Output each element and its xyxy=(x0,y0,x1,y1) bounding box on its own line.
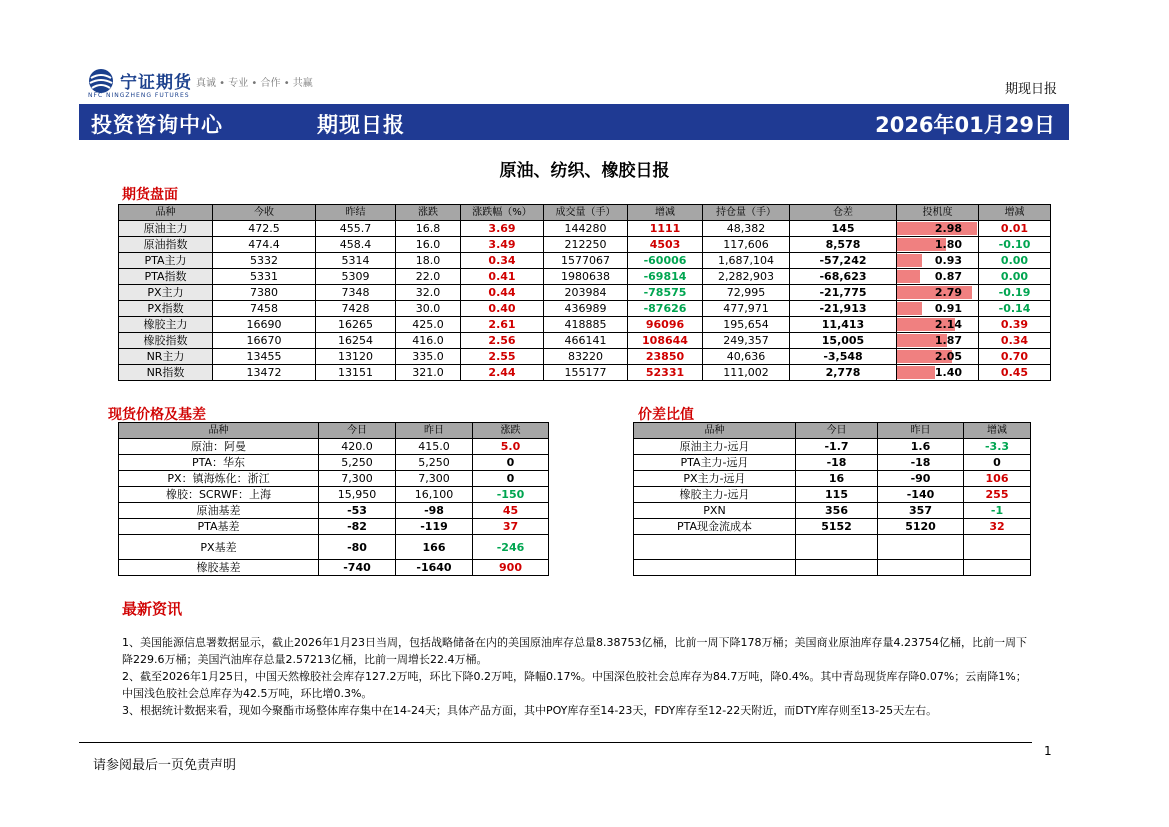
news-list xyxy=(122,634,1032,719)
column-header: 昨日 xyxy=(878,423,964,439)
cell-value: 2,282,903 xyxy=(703,269,790,285)
speculation-bar xyxy=(897,366,935,379)
table-row xyxy=(634,519,1031,535)
cell-variety: PTA主力-远月 xyxy=(634,455,796,471)
column-header: 品种 xyxy=(119,205,213,221)
cell-variety: PXN xyxy=(634,503,796,519)
cell-value xyxy=(964,560,1031,576)
speculation-value: 0.87 xyxy=(934,270,962,283)
table-row xyxy=(119,560,549,576)
cell-value: 22.0 xyxy=(396,269,461,285)
cell-value: -1640 xyxy=(396,560,473,576)
spread-table xyxy=(633,422,1031,576)
column-header: 成交量（手） xyxy=(544,205,628,221)
news-item-3: 3、根据统计数据来看，现如今聚酯市场整体库存集中在14-24天；具体产品方面，其中POY库存至14-23天，FDY库存至12-22天附近，而DTY库存则至13-25天左右。 xyxy=(122,704,938,717)
cell-value: 166 xyxy=(396,535,473,560)
cell-value: 5332 xyxy=(213,253,316,269)
cell-speculation xyxy=(897,365,979,381)
cell-value: -18 xyxy=(796,455,878,471)
cell-change: 108644 xyxy=(628,333,703,349)
logo-slogan: 真诚 • 专业 • 合作 • 共赢 xyxy=(196,78,313,89)
cell-value: 16,100 xyxy=(396,487,473,503)
table-row xyxy=(119,253,1051,269)
cell-value: 16.8 xyxy=(396,221,461,237)
cell-value xyxy=(964,535,1031,560)
footer-divider xyxy=(79,742,1032,743)
cell-value: 155177 xyxy=(544,365,628,381)
cell-variety: 原油主力-远月 xyxy=(634,439,796,455)
cell-value: 32 xyxy=(964,519,1031,535)
table-row xyxy=(119,285,1051,301)
speculation-value: 2.05 xyxy=(934,350,962,363)
table-row xyxy=(119,455,549,471)
cell-change: 4503 xyxy=(628,237,703,253)
cell-speculation xyxy=(897,253,979,269)
cell-value: 321.0 xyxy=(396,365,461,381)
column-header: 持仓量（手） xyxy=(703,205,790,221)
cell-value: 48,382 xyxy=(703,221,790,237)
cell-variety: PX：镇海炼化：浙江 xyxy=(119,471,319,487)
table-row xyxy=(119,503,549,519)
cell-value: 900 xyxy=(473,560,549,576)
news-section-title: 最新资讯 xyxy=(122,600,183,618)
cell-value: 144280 xyxy=(544,221,628,237)
cell-value: 16 xyxy=(796,471,878,487)
cell-change: 0.41 xyxy=(461,269,544,285)
cell-change: 0.00 xyxy=(979,253,1051,269)
speculation-value: 2.14 xyxy=(934,318,962,331)
cell-value: 16670 xyxy=(213,333,316,349)
cell-value: 11,413 xyxy=(790,317,897,333)
table-row xyxy=(119,301,1051,317)
speculation-bar xyxy=(897,302,922,315)
column-header: 投机度 xyxy=(897,205,979,221)
cell-variety: PX主力 xyxy=(119,285,213,301)
cell-value: 145 xyxy=(790,221,897,237)
column-header: 品种 xyxy=(634,423,796,439)
cell-change: 3.69 xyxy=(461,221,544,237)
cell-value: 418885 xyxy=(544,317,628,333)
cell-value: 458.4 xyxy=(316,237,396,253)
cell-variety: 橡胶：SCRWF：上海 xyxy=(119,487,319,503)
table-row xyxy=(119,535,549,560)
spread-header-row xyxy=(634,423,1031,439)
table-row xyxy=(634,503,1031,519)
cell-change: 2.61 xyxy=(461,317,544,333)
company-logo xyxy=(88,66,338,99)
cell-value: -740 xyxy=(319,560,396,576)
cell-speculation xyxy=(897,237,979,253)
cell-change: 2.55 xyxy=(461,349,544,365)
cell-variety: PTA基差 xyxy=(119,519,319,535)
cell-value: 7428 xyxy=(316,301,396,317)
cell-change: -0.10 xyxy=(979,237,1051,253)
cell-variety xyxy=(634,535,796,560)
cell-value: 115 xyxy=(796,487,878,503)
cell-value: 32.0 xyxy=(396,285,461,301)
column-header: 仓差 xyxy=(790,205,897,221)
cell-variety: PTA指数 xyxy=(119,269,213,285)
cell-speculation xyxy=(897,333,979,349)
cell-value: 1577067 xyxy=(544,253,628,269)
report-type: 期现日报 xyxy=(317,113,405,137)
cell-change: 96096 xyxy=(628,317,703,333)
cell-value: 16265 xyxy=(316,317,396,333)
cell-value: -246 xyxy=(473,535,549,560)
title-bar xyxy=(79,104,1069,140)
speculation-value: 2.98 xyxy=(934,222,962,235)
column-header: 品种 xyxy=(119,423,319,439)
cell-change: 2.56 xyxy=(461,333,544,349)
cell-value: -150 xyxy=(473,487,549,503)
cell-variety: 橡胶主力 xyxy=(119,317,213,333)
cell-value: -68,623 xyxy=(790,269,897,285)
cell-value: -3,548 xyxy=(790,349,897,365)
cell-variety: PTA主力 xyxy=(119,253,213,269)
cell-value: 13151 xyxy=(316,365,396,381)
cell-value: -21,913 xyxy=(790,301,897,317)
cell-variety: PTA：华东 xyxy=(119,455,319,471)
table-row xyxy=(634,560,1031,576)
table-row xyxy=(119,487,549,503)
cell-value: 356 xyxy=(796,503,878,519)
cell-value: 0 xyxy=(473,471,549,487)
table-row xyxy=(119,317,1051,333)
table-row xyxy=(119,519,549,535)
report-date: 2026年01月29日 xyxy=(875,113,1055,137)
table-row xyxy=(634,455,1031,471)
spot-section-title: 现货价格及基差 xyxy=(108,407,206,423)
cell-value xyxy=(796,560,878,576)
news-item-1: 1、美国能源信息署数据显示，截止2026年1月23日当周，包括战略储备在内的美国原油库存总量8.38753亿桶，比前一周下降178万桶；美国商业原油库存量4.23754亿桶，比前一周下降229.6万桶；美国汽油库存总量2.57213亿桶，比前一周增长22.4万桶。 xyxy=(122,636,1027,666)
page-number: 1 xyxy=(1044,744,1052,758)
cell-value: 40,636 xyxy=(703,349,790,365)
cell-change: -87626 xyxy=(628,301,703,317)
cell-change: 23850 xyxy=(628,349,703,365)
cell-variety: 橡胶指数 xyxy=(119,333,213,349)
column-header: 昨日 xyxy=(396,423,473,439)
column-header: 增减 xyxy=(979,205,1051,221)
spread-section-title: 价差比值 xyxy=(638,407,694,423)
column-header: 昨结 xyxy=(316,205,396,221)
table-row xyxy=(119,439,549,455)
table-row xyxy=(634,535,1031,560)
cell-change: -0.19 xyxy=(979,285,1051,301)
report-title: 原油、纺织、橡胶日报 xyxy=(499,161,670,181)
cell-value: 1980638 xyxy=(544,269,628,285)
cell-speculation xyxy=(897,221,979,237)
column-header: 今日 xyxy=(796,423,878,439)
cell-value: 415.0 xyxy=(396,439,473,455)
cell-value: 15,005 xyxy=(790,333,897,349)
cell-value: 15,950 xyxy=(319,487,396,503)
cell-value: 472.5 xyxy=(213,221,316,237)
cell-value: 212250 xyxy=(544,237,628,253)
cell-value: 1.6 xyxy=(878,439,964,455)
cell-value: 0 xyxy=(964,455,1031,471)
table-row xyxy=(634,487,1031,503)
cell-value: -1.7 xyxy=(796,439,878,455)
disclaimer-note: 请参阅最后一页免责声明 xyxy=(93,758,237,773)
speculation-value: 0.91 xyxy=(934,302,962,315)
futures-table xyxy=(118,204,1051,381)
cell-value: 111,002 xyxy=(703,365,790,381)
cell-variety: 橡胶主力-远月 xyxy=(634,487,796,503)
cell-change: -78575 xyxy=(628,285,703,301)
cell-change: -0.14 xyxy=(979,301,1051,317)
column-header: 涨跌幅（%） xyxy=(461,205,544,221)
cell-change: 3.49 xyxy=(461,237,544,253)
cell-value: 357 xyxy=(878,503,964,519)
table-row xyxy=(634,471,1031,487)
column-header: 涨跌 xyxy=(396,205,461,221)
cell-value: -21,775 xyxy=(790,285,897,301)
news-item-2: 2、截至2026年1月25日，中国天然橡胶社会库存127.2万吨，环比下降0.2万吨，降幅0.17%。中国深色胶社会总库存为84.7万吨，降0.4%。其中青岛现货库存降0.07%；云南降1%；中国浅色胶社会总库存为42.5万吨，环比增0.3%。 xyxy=(122,670,1027,700)
table-row xyxy=(119,237,1051,253)
cell-value: 30.0 xyxy=(396,301,461,317)
cell-variety: NR主力 xyxy=(119,349,213,365)
cell-value: 436989 xyxy=(544,301,628,317)
cell-value: 474.4 xyxy=(213,237,316,253)
spot-header-row xyxy=(119,423,549,439)
cell-change: 0.34 xyxy=(461,253,544,269)
cell-variety: 原油主力 xyxy=(119,221,213,237)
logo-name: 宁证期货 xyxy=(120,73,192,93)
speculation-bar xyxy=(897,254,922,267)
cell-speculation xyxy=(897,269,979,285)
cell-value: 7458 xyxy=(213,301,316,317)
cell-value: 7,300 xyxy=(396,471,473,487)
cell-change: 0.40 xyxy=(461,301,544,317)
header-doc-type: 期现日报 xyxy=(1004,82,1057,97)
cell-value: 416.0 xyxy=(396,333,461,349)
cell-value: 5331 xyxy=(213,269,316,285)
cell-variety: PTA现金流成本 xyxy=(634,519,796,535)
cell-value: 5,250 xyxy=(396,455,473,471)
cell-value: -18 xyxy=(878,455,964,471)
table-row xyxy=(119,471,549,487)
cell-speculation xyxy=(897,301,979,317)
cell-variety: 橡胶基差 xyxy=(119,560,319,576)
cell-value: 0 xyxy=(473,455,549,471)
cell-change: 0.01 xyxy=(979,221,1051,237)
cell-value: -82 xyxy=(319,519,396,535)
cell-value: -119 xyxy=(396,519,473,535)
cell-speculation xyxy=(897,317,979,333)
speculation-value: 0.93 xyxy=(934,254,962,267)
column-header: 今日 xyxy=(319,423,396,439)
cell-change: 0.34 xyxy=(979,333,1051,349)
cell-variety: 原油：阿曼 xyxy=(119,439,319,455)
speculation-value: 2.79 xyxy=(934,286,962,299)
cell-value: 5152 xyxy=(796,519,878,535)
column-header: 涨跌 xyxy=(473,423,549,439)
cell-value: 477,971 xyxy=(703,301,790,317)
cell-variety: PX基差 xyxy=(119,535,319,560)
column-header: 增减 xyxy=(964,423,1031,439)
cell-value: -57,242 xyxy=(790,253,897,269)
cell-value: 13455 xyxy=(213,349,316,365)
cell-value: 18.0 xyxy=(396,253,461,269)
cell-value: 7,300 xyxy=(319,471,396,487)
cell-value: 106 xyxy=(964,471,1031,487)
table-row xyxy=(119,349,1051,365)
cell-variety: 原油基差 xyxy=(119,503,319,519)
cell-change: 0.45 xyxy=(979,365,1051,381)
cell-speculation xyxy=(897,285,979,301)
cell-value: 45 xyxy=(473,503,549,519)
cell-value: 13120 xyxy=(316,349,396,365)
cell-value: 7348 xyxy=(316,285,396,301)
cell-value: -3.3 xyxy=(964,439,1031,455)
cell-value: -140 xyxy=(878,487,964,503)
speculation-value: 1.80 xyxy=(934,238,962,251)
cell-value xyxy=(878,535,964,560)
cell-change: -60006 xyxy=(628,253,703,269)
cell-speculation xyxy=(897,349,979,365)
cell-value xyxy=(796,535,878,560)
cell-value: 249,357 xyxy=(703,333,790,349)
spot-table xyxy=(118,422,549,576)
department-name: 投资咨询中心 xyxy=(91,113,223,137)
speculation-bar xyxy=(897,270,920,283)
cell-value: 37 xyxy=(473,519,549,535)
cell-value: 420.0 xyxy=(319,439,396,455)
cell-value: 466141 xyxy=(544,333,628,349)
cell-variety xyxy=(634,560,796,576)
cell-change: 0.70 xyxy=(979,349,1051,365)
cell-value: 16.0 xyxy=(396,237,461,253)
cell-value: 7380 xyxy=(213,285,316,301)
cell-value: 5,250 xyxy=(319,455,396,471)
cell-value: 195,654 xyxy=(703,317,790,333)
cell-value: 5.0 xyxy=(473,439,549,455)
cell-change: 0.39 xyxy=(979,317,1051,333)
column-header: 增减 xyxy=(628,205,703,221)
cell-value: -98 xyxy=(396,503,473,519)
table-row xyxy=(119,269,1051,285)
futures-header-row xyxy=(119,205,1051,221)
cell-value: 455.7 xyxy=(316,221,396,237)
cell-change: 52331 xyxy=(628,365,703,381)
cell-value: -1 xyxy=(964,503,1031,519)
cell-value: 255 xyxy=(964,487,1031,503)
cell-value: 425.0 xyxy=(396,317,461,333)
cell-value: 13472 xyxy=(213,365,316,381)
cell-variety: PX主力-远月 xyxy=(634,471,796,487)
cell-value: 72,995 xyxy=(703,285,790,301)
logo-english: NFC NINGZHENG FUTURES xyxy=(88,92,190,99)
speculation-value: 1.87 xyxy=(934,334,962,347)
table-row xyxy=(119,365,1051,381)
table-row xyxy=(634,439,1031,455)
cell-value: -80 xyxy=(319,535,396,560)
cell-value: 5314 xyxy=(316,253,396,269)
globe-logo-icon xyxy=(88,68,114,94)
cell-variety: NR指数 xyxy=(119,365,213,381)
speculation-value: 1.40 xyxy=(934,366,962,379)
cell-value: 117,606 xyxy=(703,237,790,253)
cell-variety: PX指数 xyxy=(119,301,213,317)
cell-value: 8,578 xyxy=(790,237,897,253)
cell-change: 1111 xyxy=(628,221,703,237)
table-row xyxy=(119,221,1051,237)
cell-value: 5309 xyxy=(316,269,396,285)
cell-value: 1,687,104 xyxy=(703,253,790,269)
cell-value: 5120 xyxy=(878,519,964,535)
cell-change: 0.00 xyxy=(979,269,1051,285)
column-header: 今收 xyxy=(213,205,316,221)
cell-value: 16690 xyxy=(213,317,316,333)
cell-value: 203984 xyxy=(544,285,628,301)
cell-value: 83220 xyxy=(544,349,628,365)
cell-value: 16254 xyxy=(316,333,396,349)
cell-value xyxy=(878,560,964,576)
cell-value: 2,778 xyxy=(790,365,897,381)
cell-value: -53 xyxy=(319,503,396,519)
cell-variety: 原油指数 xyxy=(119,237,213,253)
cell-change: -69814 xyxy=(628,269,703,285)
cell-change: 2.44 xyxy=(461,365,544,381)
cell-change: 0.44 xyxy=(461,285,544,301)
futures-section-title: 期货盘面 xyxy=(122,187,178,203)
table-row xyxy=(119,333,1051,349)
cell-value: -90 xyxy=(878,471,964,487)
cell-value: 335.0 xyxy=(396,349,461,365)
